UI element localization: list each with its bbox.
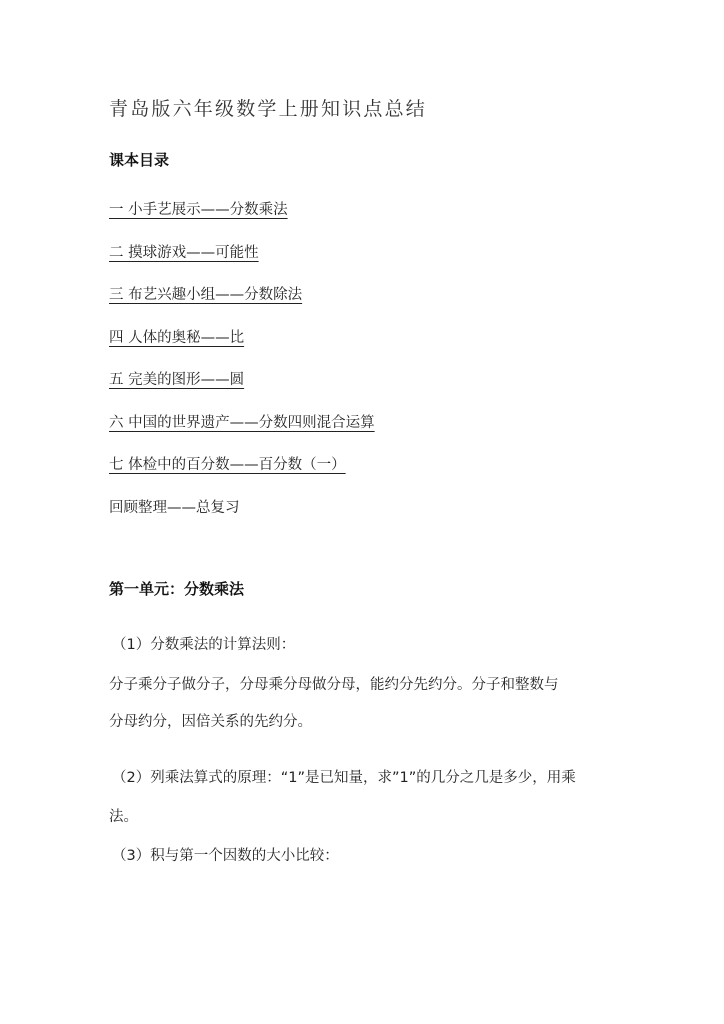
paragraph-rule-heading: （1）分数乘法的计算法则： xyxy=(112,637,296,653)
toc-item[interactable] xyxy=(109,328,375,371)
toc-item xyxy=(109,498,375,541)
paragraph-principle-line-2: 法。 xyxy=(109,809,138,825)
toc-item[interactable] xyxy=(109,243,375,286)
toc-link-unit-4[interactable]: 四 人体的奥秘——比 xyxy=(109,329,245,346)
toc-link-unit-7[interactable]: 七 体检中的百分数——百分数（一） xyxy=(109,457,346,473)
paragraph-comparison-heading: （3）积与第一个因数的大小比较： xyxy=(112,848,339,864)
toc-link-unit-3[interactable]: 三 布艺兴趣小组——分数除法 xyxy=(109,287,303,303)
toc-item[interactable] xyxy=(109,200,375,243)
toc-item[interactable] xyxy=(109,455,375,498)
paragraph-rule-line-1: 分子乘分子做分子，分母乘分母做分母，能约分先约分。分子和整数与 xyxy=(109,677,559,693)
paragraph-rule-line-2: 分母约分，因倍关系的先约分。 xyxy=(109,714,312,730)
toc-heading: 课本目录 xyxy=(109,151,170,169)
toc-item[interactable] xyxy=(109,413,375,456)
unit-heading: 第一单元：分数乘法 xyxy=(109,580,245,598)
toc-item[interactable] xyxy=(109,370,375,413)
toc-link-unit-1[interactable]: 一 小手艺展示——分数乘法 xyxy=(109,202,288,218)
toc-link-unit-6[interactable]: 六 中国的世界遗产——分数四则混合运算 xyxy=(109,414,375,431)
toc-link-unit-2[interactable]: 二 摸球游戏——可能性 xyxy=(109,244,259,261)
toc-item-review: 回顾整理——总复习 xyxy=(109,499,240,516)
toc-item[interactable] xyxy=(109,285,375,328)
table-of-contents xyxy=(109,200,375,540)
toc-link-unit-5[interactable]: 五 完美的图形——圆 xyxy=(109,372,245,388)
paragraph-principle-line-1: （2）列乘法算式的原理：“1”是已知量，求”1”的几分之几是多少，用乘 xyxy=(112,770,576,786)
document-title: 青岛版六年级数学上册知识点总结 xyxy=(109,98,428,120)
